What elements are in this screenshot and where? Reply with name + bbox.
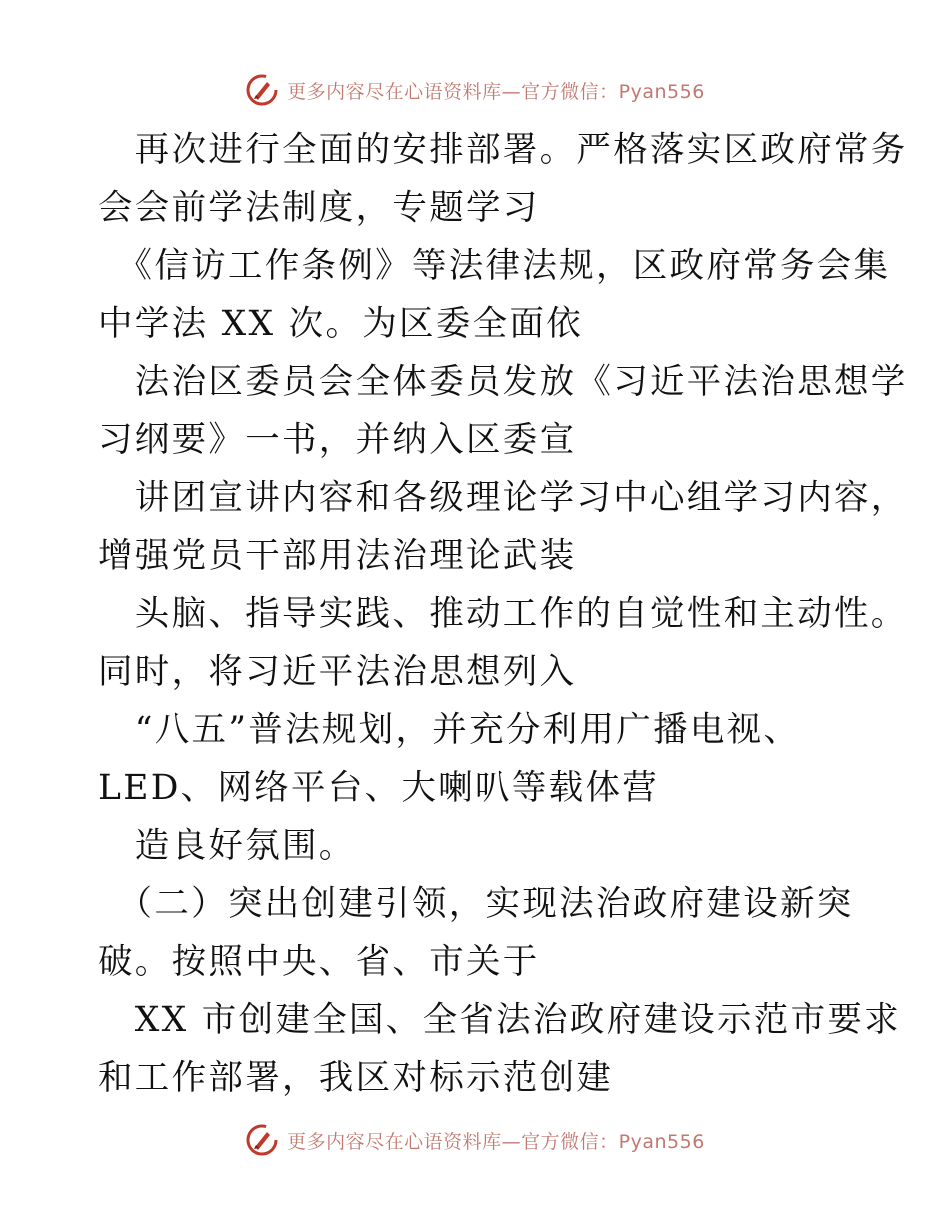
text-line: 破。按照中央、省、市关于 [98, 942, 540, 982]
text-line: 中学法 XX 次。为区委全面依 [98, 304, 584, 344]
footer-watermark-text: 更多内容尽在心语资料库—官方微信：Pyan556 [287, 1130, 705, 1153]
text-line: （二）突出创建引领，实现法治政府建设新突 [98, 884, 854, 924]
text-line: 讲团宣讲内容和各级理论学习中心组学习内容， [98, 478, 908, 518]
text-line: XX 市创建全国、全省法治政府建设示范市要求 [98, 1000, 901, 1040]
header-watermark-banner [0, 72, 950, 108]
text-line: 和工作部署，我区对标示范创建 [98, 1058, 614, 1098]
text-line: 会会前学法制度，专题学习 [98, 188, 540, 228]
text-line: 《信访工作条例》等法律法规，区政府常务会集 [98, 246, 891, 286]
pen-seal-logo-icon [245, 73, 279, 107]
text-line: 增强党员干部用法治理论武装 [98, 536, 577, 576]
text-line: 同时，将习近平法治思想列入 [98, 652, 577, 692]
pen-seal-logo-icon [245, 1123, 279, 1157]
text-line: 造良好氛围。 [98, 826, 356, 866]
footer-watermark-banner [0, 1122, 950, 1158]
text-line: 再次进行全面的安排部署。严格落实区政府常务 [98, 130, 908, 170]
header-watermark-text: 更多内容尽在心语资料库—官方微信：Pyan556 [287, 80, 705, 103]
text-line: 习纲要》一书，并纳入区委宣 [98, 420, 577, 460]
text-line: LED、网络平台、大喇叭等载体营 [98, 768, 660, 808]
text-line: 法治区委员会全体委员发放《习近平法治思想学 [98, 362, 908, 402]
text-line: 头脑、指导实践、推动工作的自觉性和主动性。 [98, 594, 908, 634]
text-line: “八五”普法规划，并充分利用广播电视、 [98, 710, 801, 750]
